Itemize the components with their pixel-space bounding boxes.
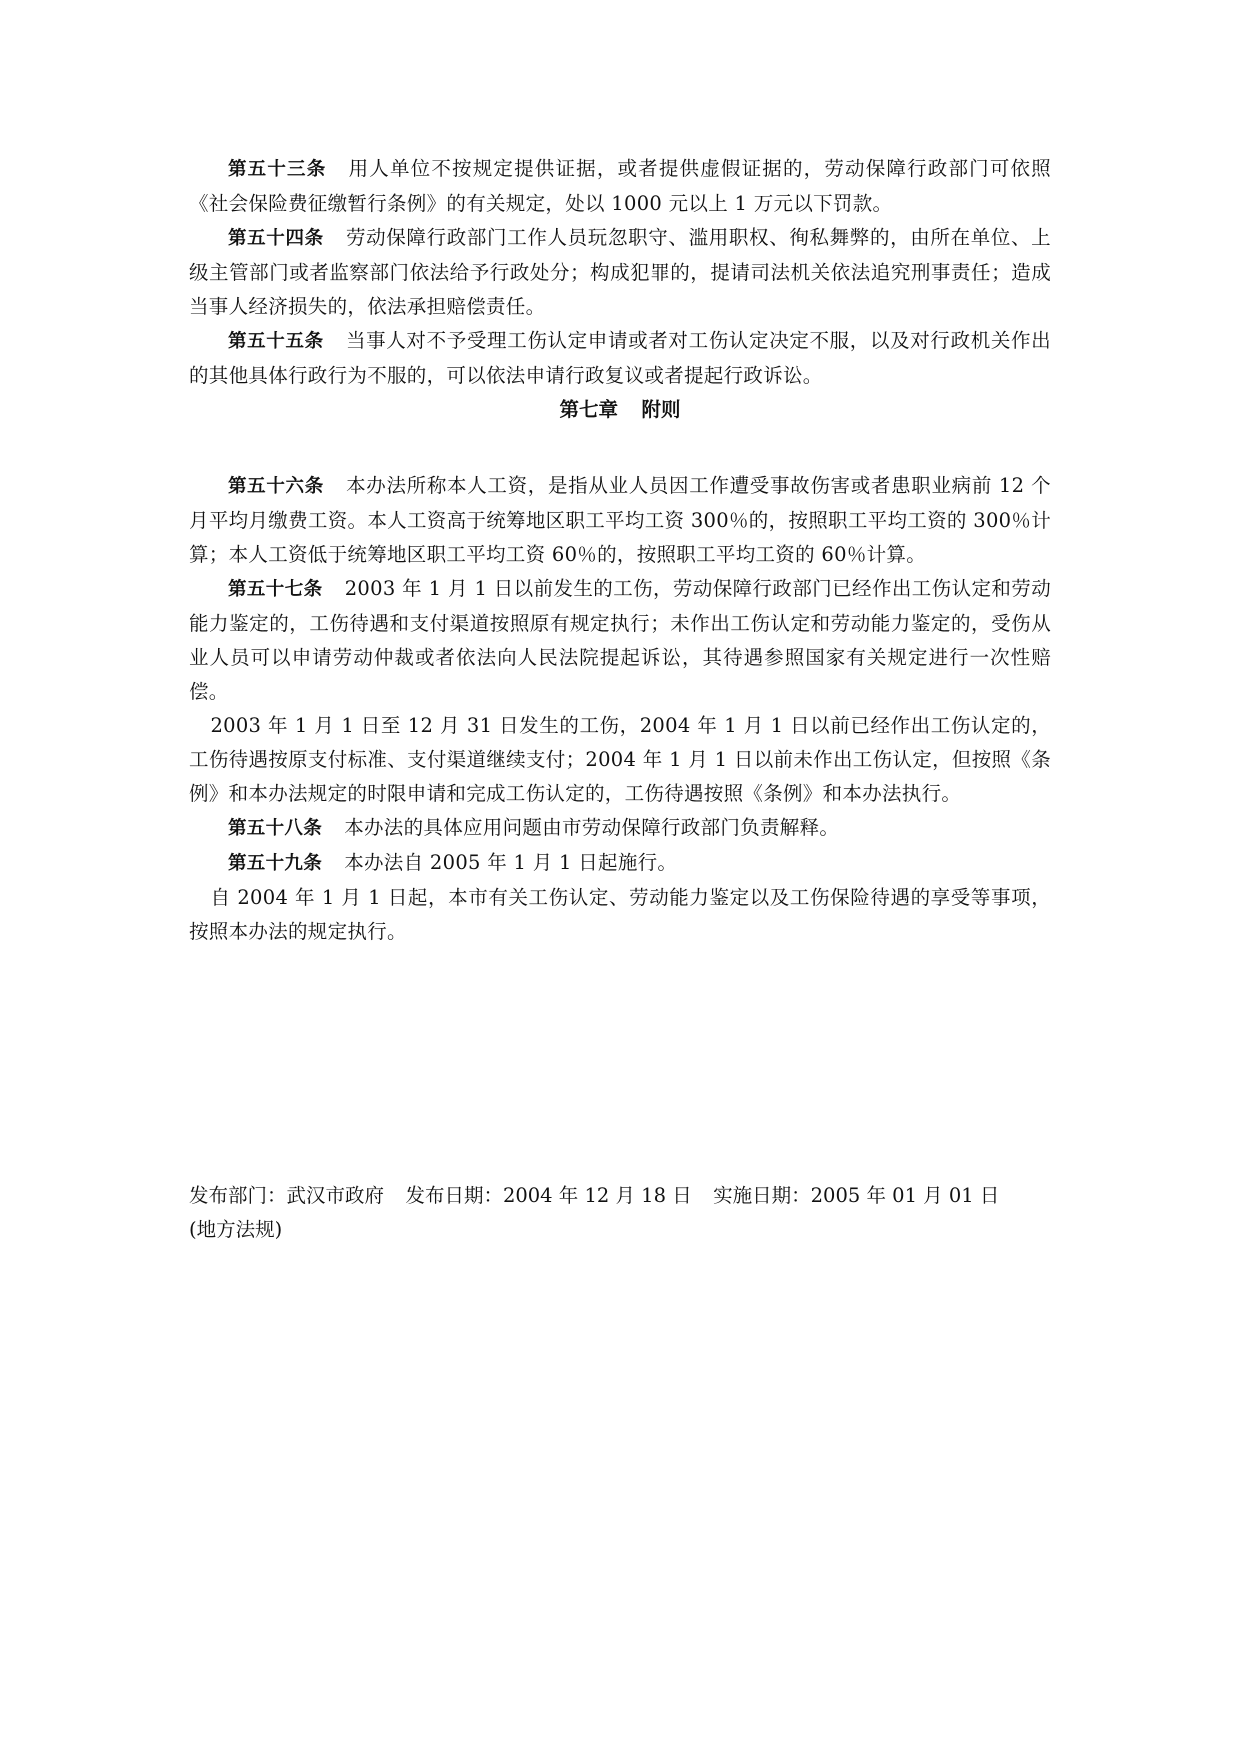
article-text: 本办法自 2005 年 1 月 1 日起施行。 [344, 851, 678, 874]
article-number: 第五十三条 [228, 159, 327, 180]
article-number: 第五十五条 [228, 331, 324, 352]
regulation-category: (地方法规) [189, 1218, 283, 1241]
document-body [189, 152, 1051, 949]
effective-date: 实施日期：2005 年 01 月 01 日 [713, 1184, 1000, 1207]
publication-line [189, 1179, 1089, 1213]
article-57 [189, 572, 1051, 709]
article-number: 第五十七条 [228, 579, 323, 600]
paragraph-2004-effective: 自 2004 年 1 月 1 日起，本市有关工伤认定、劳动能力鉴定以及工伤保险待遇的享受等事项，按照本办法的规定执行。 [189, 886, 1051, 943]
paragraph-2003-injuries: 2003 年 1 月 1 日至 12 月 31 日发生的工伤，2004 年 1 月 1 日以前已经作出工伤认定的，工伤待遇按原支付标准、支付渠道继续支付；2004 年 1 月 1 日以前未作出工伤认定，但按照《条例》和本办法规定的时限申请和完成工伤认定的，工伤待遇按照《条例》和本办法执行。 [189, 714, 1051, 805]
article-text: 本办法的具体应用问题由市劳动保障行政部门负责解释。 [344, 816, 840, 839]
chapter-number: 第七章 [559, 398, 619, 421]
article-58 [189, 811, 1051, 846]
article-53 [189, 152, 1051, 221]
publisher: 发布部门：武汉市政府 [189, 1184, 385, 1207]
article-text: 当事人对不予受理工伤认定申请或者对工伤认定决定不服，以及对行政机关作出的其他具体行政行为不服的，可以依法申请行政复议或者提起行政诉讼。 [189, 329, 1051, 387]
chapter-heading [189, 393, 1051, 427]
article-number: 第五十九条 [228, 853, 323, 874]
article-56 [189, 469, 1051, 572]
article-55 [189, 324, 1051, 393]
chapter-title: 附则 [641, 398, 681, 421]
article-number: 第五十六条 [228, 476, 324, 497]
publication-info [189, 1179, 1089, 1247]
publish-date: 发布日期：2004 年 12 月 18 日 [405, 1184, 692, 1207]
article-text: 劳动保障行政部门工作人员玩忽职守、滥用职权、徇私舞弊的，由所在单位、上级主管部门或者监察部门依法给予行政处分；构成犯罪的，提请司法机关依法追究刑事责任；造成当事人经济损失的，依法承担赔偿责任。 [189, 226, 1051, 318]
article-number: 第五十四条 [228, 228, 324, 249]
article-text: 本办法所称本人工资，是指从业人员因工作遭受事故伤害或者患职业病前 12 个月平均月缴费工资。本人工资高于统筹地区职工平均工资 300％的，按照职工平均工资的 300％计算；本人工资低于统筹地区职工平均工资 60％的，按照职工平均工资的 60％计算。 [189, 474, 1051, 566]
article-text: 用人单位不按规定提供证据，或者提供虚假证据的，劳动保障行政部门可依照《社会保险费征缴暂行条例》的有关规定，处以 1000 元以上 1 万元以下罚款。 [189, 157, 1051, 215]
article-text: 2003 年 1 月 1 日以前发生的工伤，劳动保障行政部门已经作出工伤认定和劳动能力鉴定的，工伤待遇和支付渠道按照原有规定执行；未作出工伤认定和劳动能力鉴定的，受伤从业人员可以申请劳动仲裁或者依法向人民法院提起诉讼，其待遇参照国家有关规定进行一次性赔偿。 [189, 577, 1051, 703]
article-number: 第五十八条 [228, 818, 323, 839]
article-59 [189, 846, 1051, 881]
article-54 [189, 221, 1051, 324]
